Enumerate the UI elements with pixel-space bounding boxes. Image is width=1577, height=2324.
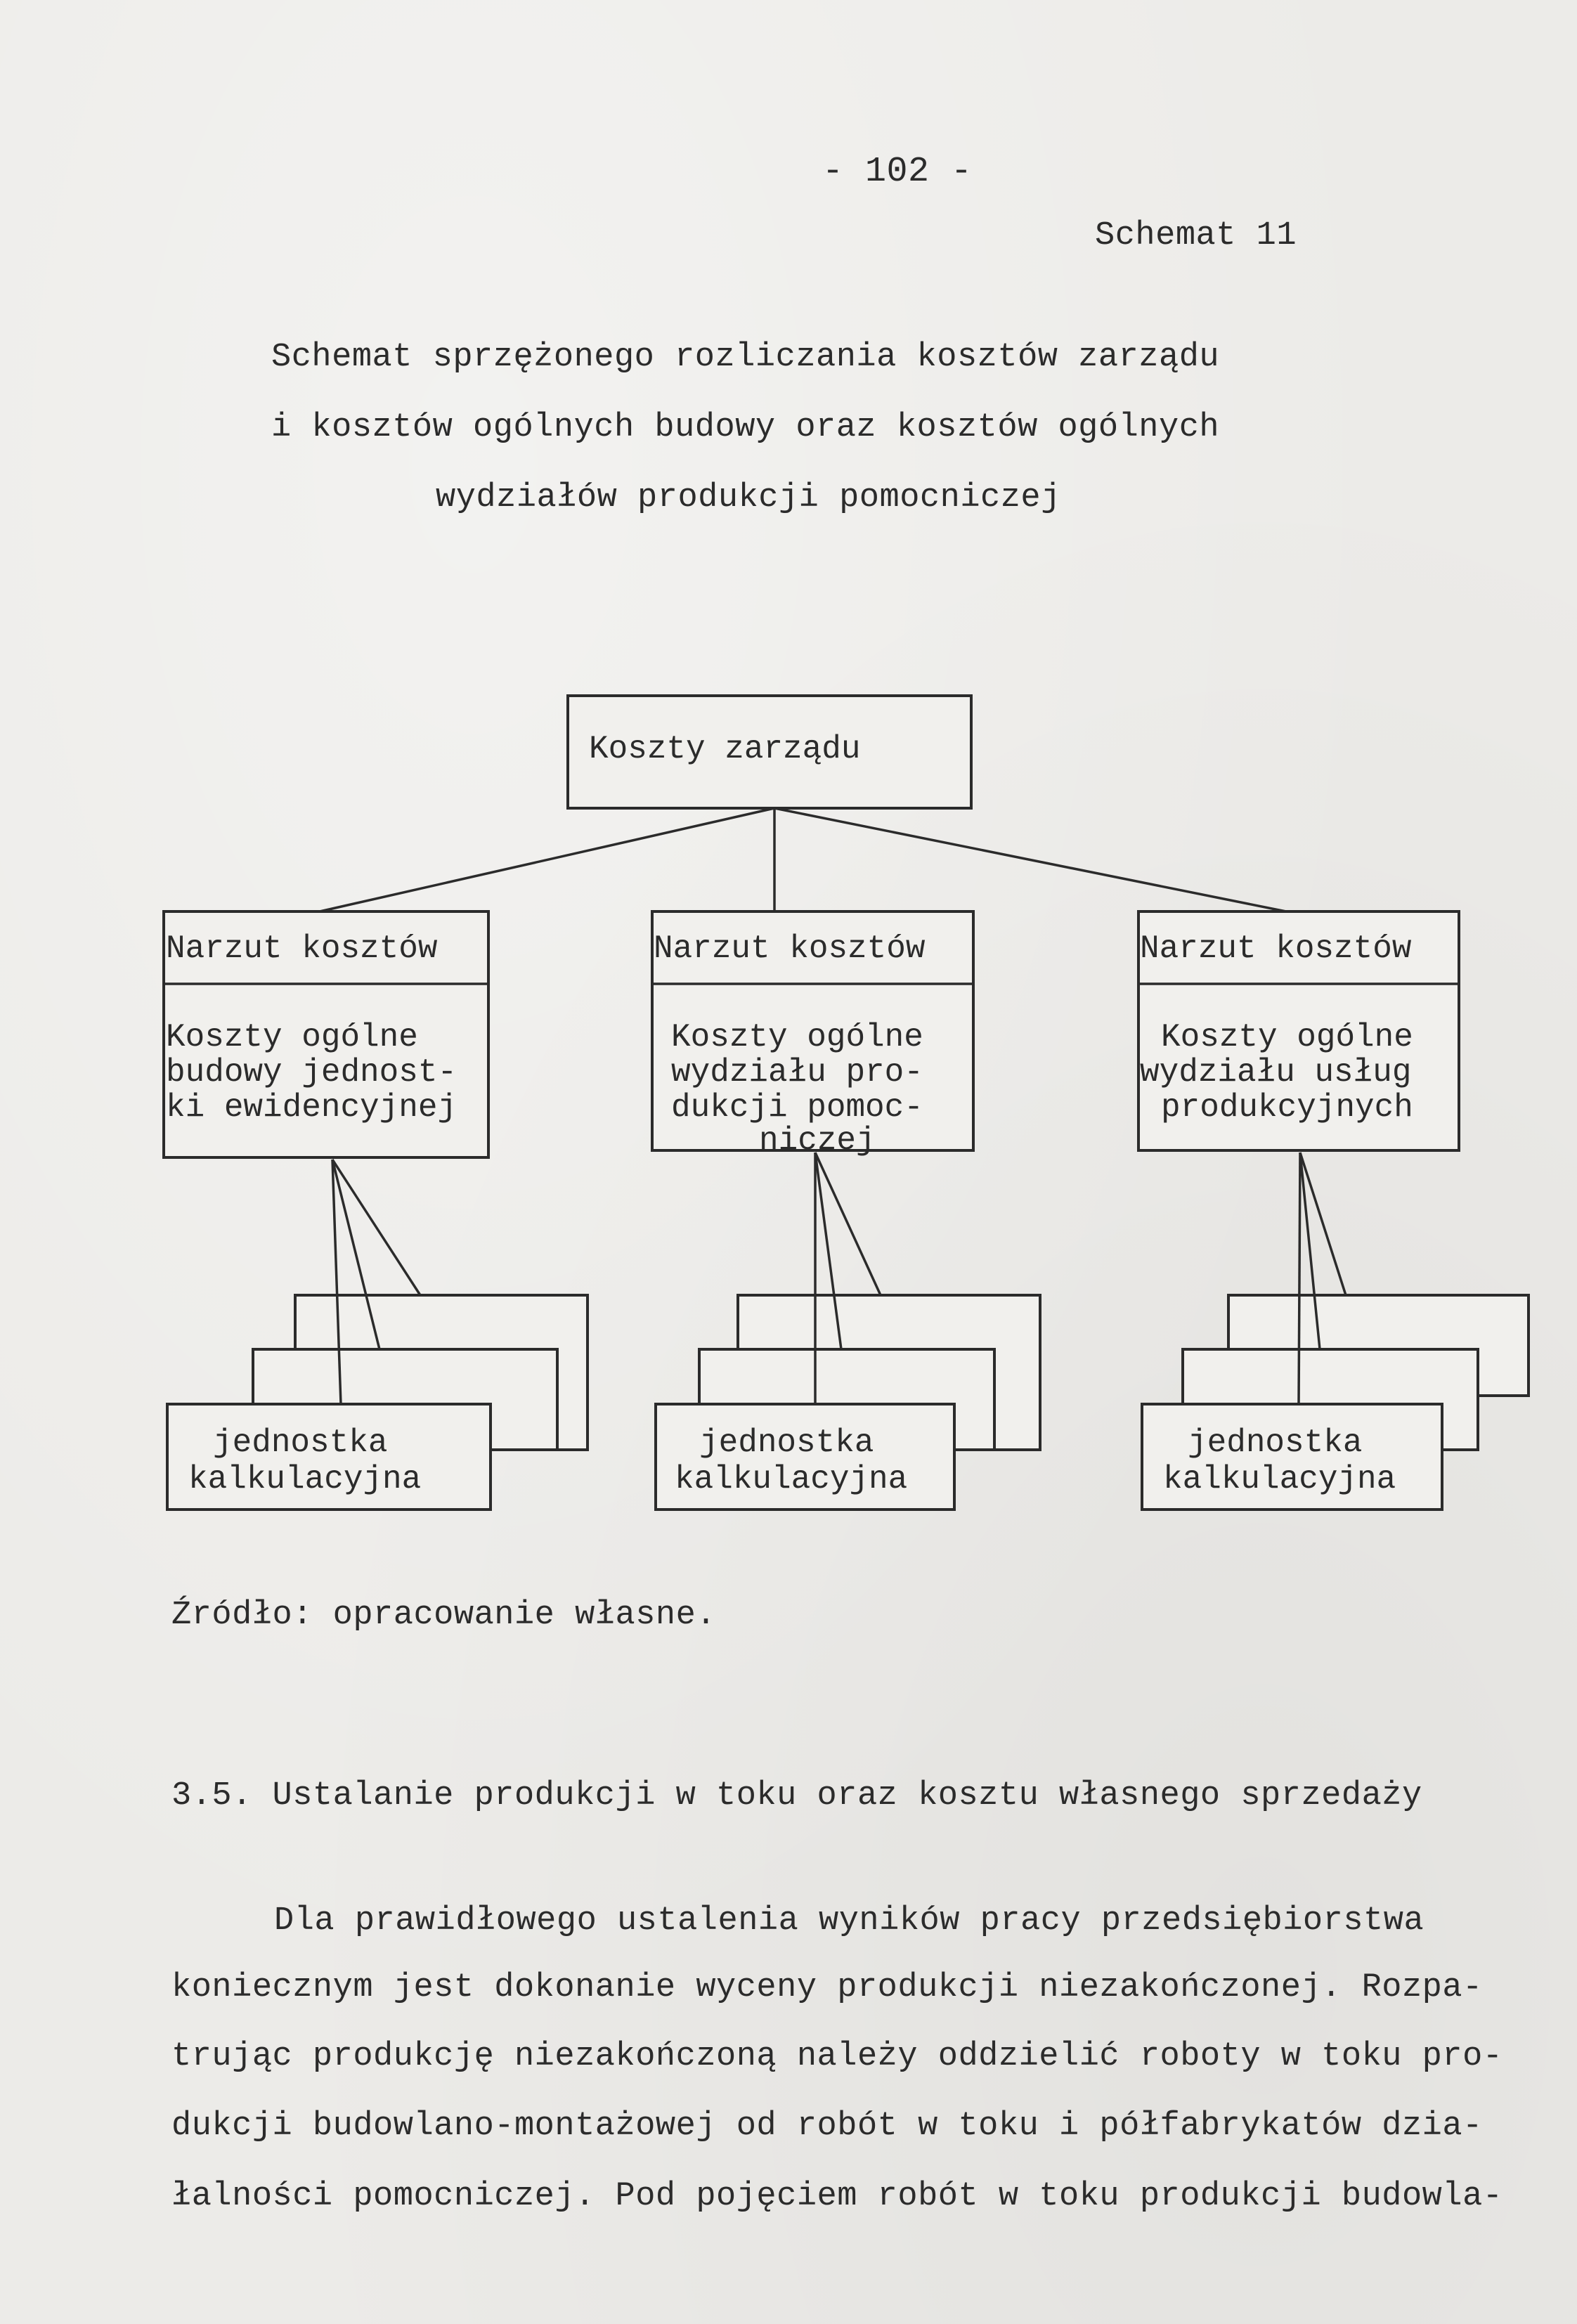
branch-3-body-line-1: Koszty ogólne — [1161, 1019, 1413, 1056]
branch-3-body-line-3: produkcyjnych — [1161, 1089, 1413, 1126]
schemat-label: Schemat 11 — [1095, 217, 1297, 254]
branch-3-unit-line-2: kalkulacyjna — [1163, 1461, 1396, 1498]
connector-left — [320, 808, 774, 911]
branch-1-unit-line-1: jednostka — [213, 1424, 388, 1461]
top-box-label: Koszty zarządu — [589, 731, 861, 767]
diagram-title-line-2: i kosztów ogólnych budowy oraz kosztów ogólnych — [271, 409, 1220, 446]
branch-2-body-line-3: dukcji pomoc- — [671, 1089, 923, 1126]
branch-2 — [652, 911, 1040, 1510]
branch-3-header: Narzut kosztów — [1140, 930, 1412, 967]
branch-1-body-line-1: Koszty ogólne — [166, 1019, 418, 1056]
connector-right — [774, 808, 1286, 911]
section-heading: 3.5. Ustalanie produkcji w toku oraz kosztu własnego sprzedaży — [171, 1777, 1422, 1815]
paragraph-line-2: koniecznym jest dokonanie wyceny produkcji niezakończonej. Rozpa- — [171, 1969, 1483, 2006]
branch-1-body-line-3: ki ewidencyjnej — [166, 1089, 457, 1126]
source-note: Źródło: opracowanie własne. — [171, 1597, 717, 1634]
branch-1-header: Narzut kosztów — [166, 930, 438, 967]
branch-3-body-line-2: wydziału usług — [1140, 1054, 1412, 1091]
branch-2-body-line-4: niczej — [759, 1122, 876, 1159]
branch-2-unit-line-2: kalkulacyjna — [675, 1461, 908, 1498]
diagram-title-line-1: Schemat sprzężonego rozliczania kosztów zarządu — [271, 339, 1220, 376]
branch-3 — [1138, 911, 1529, 1510]
branch-1-body-line-2: budowy jednost- — [166, 1054, 457, 1091]
branch-2-header: Narzut kosztów — [654, 930, 926, 967]
paragraph-line-5: łalności pomocniczej. Pod pojęciem robót w toku produkcji budowla- — [171, 2178, 1503, 2215]
diagram-title-line-3: wydziałów produkcji pomocniczej — [436, 479, 1061, 517]
branch-3-unit-line-1: jednostka — [1188, 1424, 1363, 1461]
branch-2-body-line-2: wydziału pro- — [671, 1054, 923, 1091]
paragraph-line-1: Dla prawidłowego ustalenia wyników pracy przedsiębiorstwa — [274, 1902, 1425, 1940]
branch-1-link-back — [332, 1160, 420, 1295]
page-number: - 102 - — [822, 152, 973, 192]
paragraph-line-3: trując produkcję niezakończoną należy oddzielić roboty w toku pro- — [171, 2038, 1503, 2075]
branch-1-unit-line-2: kalkulacyjna — [188, 1461, 422, 1498]
branch-1 — [164, 911, 588, 1510]
paragraph-line-4: dukcji budowlano-montażowej od robót w toku i półfabrykatów dzia- — [171, 2108, 1483, 2145]
branch-3-link-front — [1299, 1153, 1300, 1404]
branch-2-unit-line-1: jednostka — [699, 1424, 874, 1461]
branch-2-body-line-1: Koszty ogólne — [671, 1019, 923, 1056]
